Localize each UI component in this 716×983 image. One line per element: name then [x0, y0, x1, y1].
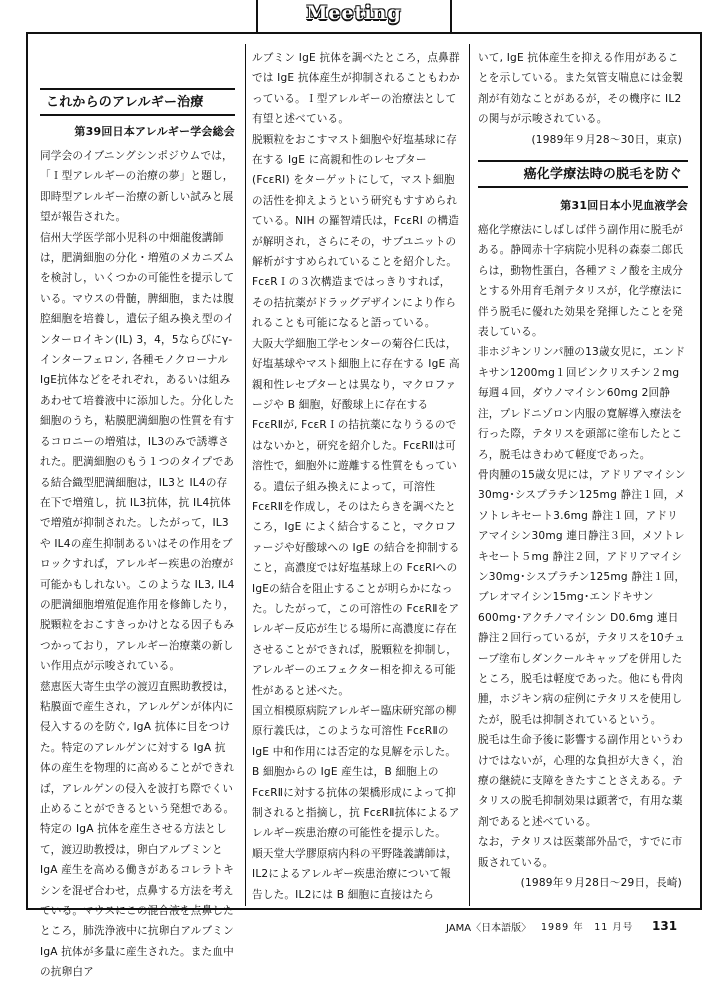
section-banner-title: Meeting [306, 2, 402, 24]
meeting-date-tokyo: (1989年９月28～30日，東京) [531, 133, 682, 146]
article-hairloss-title: 癌化学療法時の脱毛を防ぐ [523, 167, 682, 183]
article-hairloss-title-box [478, 160, 688, 188]
paragraph: 癌化学療法にしばしば伴う副作用に脱毛がある。静岡赤十字病院小児科の森泰二郎氏らは，動物性蛋白，各種アミノ酸を主成分とする外用育毛剤テタリスが，化学療法に伴う脱毛に優れた効果を発揮したことを発表している。 [478, 224, 684, 339]
article-hairloss-subtitle: 第31回日本小児血液学会 [560, 199, 688, 213]
paragraph: 信州大学医学部小児科の中畑龍俊講師は，肥満細胞の分化・増殖のメカニズムを検討し，いくつかの可能性を提示している。マウスの骨髄，脾細胞，または腹腔細胞を培養し，遺伝子組み換え型のインターロイキン(IL) 3，4，5ならびにγ-インターフェロン, 各種モノクローナルIgE抗体などをそれぞれ，あるいは組みあわせて培養液中に添加した。分化した細胞のうち，粘膜肥満細胞の性質を有するコロニーの増殖は，IL3のみで誘導された。肥満細胞のもう１つのタイプである結合織型肥満細胞は，IL3と IL4の存在下で増殖し，抗 IL3抗体，抗 IL4抗体で増殖が抑制された。したがって，IL3や IL4の産生抑制あるいはその作用をブロックすれば，アレルギー疾患の治療が可能かもしれない。このような IL3, IL4の肥満細胞増殖促進作用を修飾したり，脱顆粒をおこすきっかけとなる因子もみつかっており，アレルギー治療薬の新しい作用点が示唆されている。 [40, 231, 235, 673]
meeting-date-nagasaki: (1989年９月28日～29日，長崎) [520, 877, 682, 890]
column-3 [478, 48, 688, 893]
column-divider-1 [245, 44, 246, 906]
footer-journal: JAMA〈日本語版〉 [446, 923, 532, 934]
paragraph: 慈恵医大寄生虫学の渡辺直熙助教授は，粘膜面で産生され，アレルゲンが体内に侵入するのを防ぐ, IgA 抗体に目をつけた。特定のアレルゲンに対する IgA 抗体の産生を物理的に高めることができれば，アレルゲンの侵入を波打ち際でくい止めることができるという発想である。 [40, 680, 235, 815]
page-number: 131 [652, 919, 678, 933]
column-1 [40, 48, 235, 983]
column-2 [252, 48, 460, 905]
paragraph: 特定の IgA 抗体を産生させる方法として，渡辺助教授は，卵白アルブミンと IgA 産生を高める働きがあるコレラトキシンを混ぜ合わせ，点鼻する方法を考えている。マウスにこの混合液を点鼻したところ，肺洗浄液中に抗卵白アルブミン IgA 抗体が多量に産生された。また血中の抗卵白ア [40, 823, 234, 979]
paragraph: 骨肉腫の15歳女児には，アドリアマイシン30mg･シスプラチン125mg 静注１回，メソトレキセート3.6mg 静注１回，アドリアマイシン30mg 連日静注３回，メソトレキセート５mg 静注２回，アドリアマイシン30mg･シスプラチン125mg 静注１回，ブレオマイシン15mg･エンドキサン600mg･アクチノマイシン D0.6mg 連日静注２回行っているが，テタリスを10チューブ塗布しダンクールキャップを併用したところ，脱毛は軽度であった。他にも骨肉腫，ホジキン病の症例にテタリスを使用したが，脱毛は抑制されているという。 [478, 468, 686, 726]
article-allergy-subtitle: 第39回日本アレルギー学会総会 [74, 125, 235, 138]
paragraph: 非ホジキンリンパ腫の13歳女児に，エンドキサン1200mg１回ビンクリスチン２mg 毎週４回，ダウノマイシン60mg 2回静注，プレドニゾロン内服の寛解導入療法を行った際，テタリスを頭部に塗布したところ，脱毛はきわめて軽度であった。 [478, 346, 686, 461]
paragraph: 脱顆粒をおこすマスト細胞や好塩基球に存在する IgE に高親和性のレセプター (FcεRI) をターゲットにして，マスト細胞の活性を抑えようという研究もすすめられている。NIH の羅智靖氏は，FcεRI の構造が解明され，さらにその，サブユニットの解析がすすめられていることを紹介した。FcεRＩの３次構造まではっきりすれば，その拮抗薬がドラッグデザインにより作られることも可能になると語っている。 [252, 133, 459, 330]
paragraph: 脱毛は生命予後に影響する副作用というわけではないが，心理的な負担が大きく，治療の継続に支障をきたすことさえある。テタリスの脱毛抑制効果は顕著で，有用な薬剤であると述べている。 [478, 734, 684, 828]
section-banner [256, 0, 452, 34]
paragraph: 大阪大学細胞工学センターの菊谷仁氏は，好塩基球やマスト細胞上に存在する IgE 高親和性レセプターとは異なり，マクロファージや B 細胞，好酸球上に存在する FcεRⅡが, FcεRＩの拮抗薬になりうるのではないかと，研究を紹介した。FcεRⅡは可溶性で，細胞外に遊離する性質をもっている。遺伝子組み換えによって，可溶性 FcεRⅡを作成し，そのはたらきを調べたところ，IgE によく結合すること，マクロファージや好酸球への IgE の結合を抑制すること，高濃度では好塩基球上の FcεRIへのIgEの結合を阻止することが明らかになった。したがって，この可溶性の FcεRⅡをアレルギー反応が生じる場所に高濃度に存在させることができれば，脱顆粒を抑制し，アレルギーのエフェクター相を抑える可能性があると述べた。 [252, 337, 460, 697]
footer-issue: 1989 年 11 月号 [541, 922, 634, 933]
article-allergy-title-box [40, 88, 235, 116]
paragraph: 順天堂大学膠原病内科の平野隆義講師は，IL2によるアレルギー疾患治療について報告した。IL2には B 細胞に直接はたら [252, 847, 458, 901]
paragraph: 同学会のイブニングシンポジウムでは，「Ｉ型アレルギーの治療の夢」と題し，即時型アレルギー治療の新しい試みと展望が報告された。 [40, 150, 234, 224]
paragraph: いて, IgE 抗体産生を抑える作用があることを示している。また気管支喘息には金製剤が有効なことがあるが，その機序に IL2の関与が示唆されている。 [478, 52, 684, 126]
paragraph: なお，テタリスは医薬部外品で，すでに市販されている。 [478, 836, 683, 869]
article-allergy-title: これからのアレルギー治療 [46, 95, 204, 110]
column-divider-2 [469, 44, 470, 906]
paragraph: 国立相模原病院アレルギー臨床研究部の柳原行義氏は，このような可溶性 FcεRⅡの IgE 中和作用には否定的な見解を示した。B 細胞からの IgE 産生は，B 細胞上の FcεRⅡに対する抗体の架橋形成によって抑制されると指摘し，抗 FcεRⅡ抗体によるアレルギー疾患治療の可能性を提示した。 [252, 705, 460, 840]
paragraph: ルブミン IgE 抗体を調べたところ，点鼻群では IgE 抗体産生が抑制されることもわかっている。Ｉ型アレルギーの治療法として有望と述べている。 [252, 52, 460, 126]
